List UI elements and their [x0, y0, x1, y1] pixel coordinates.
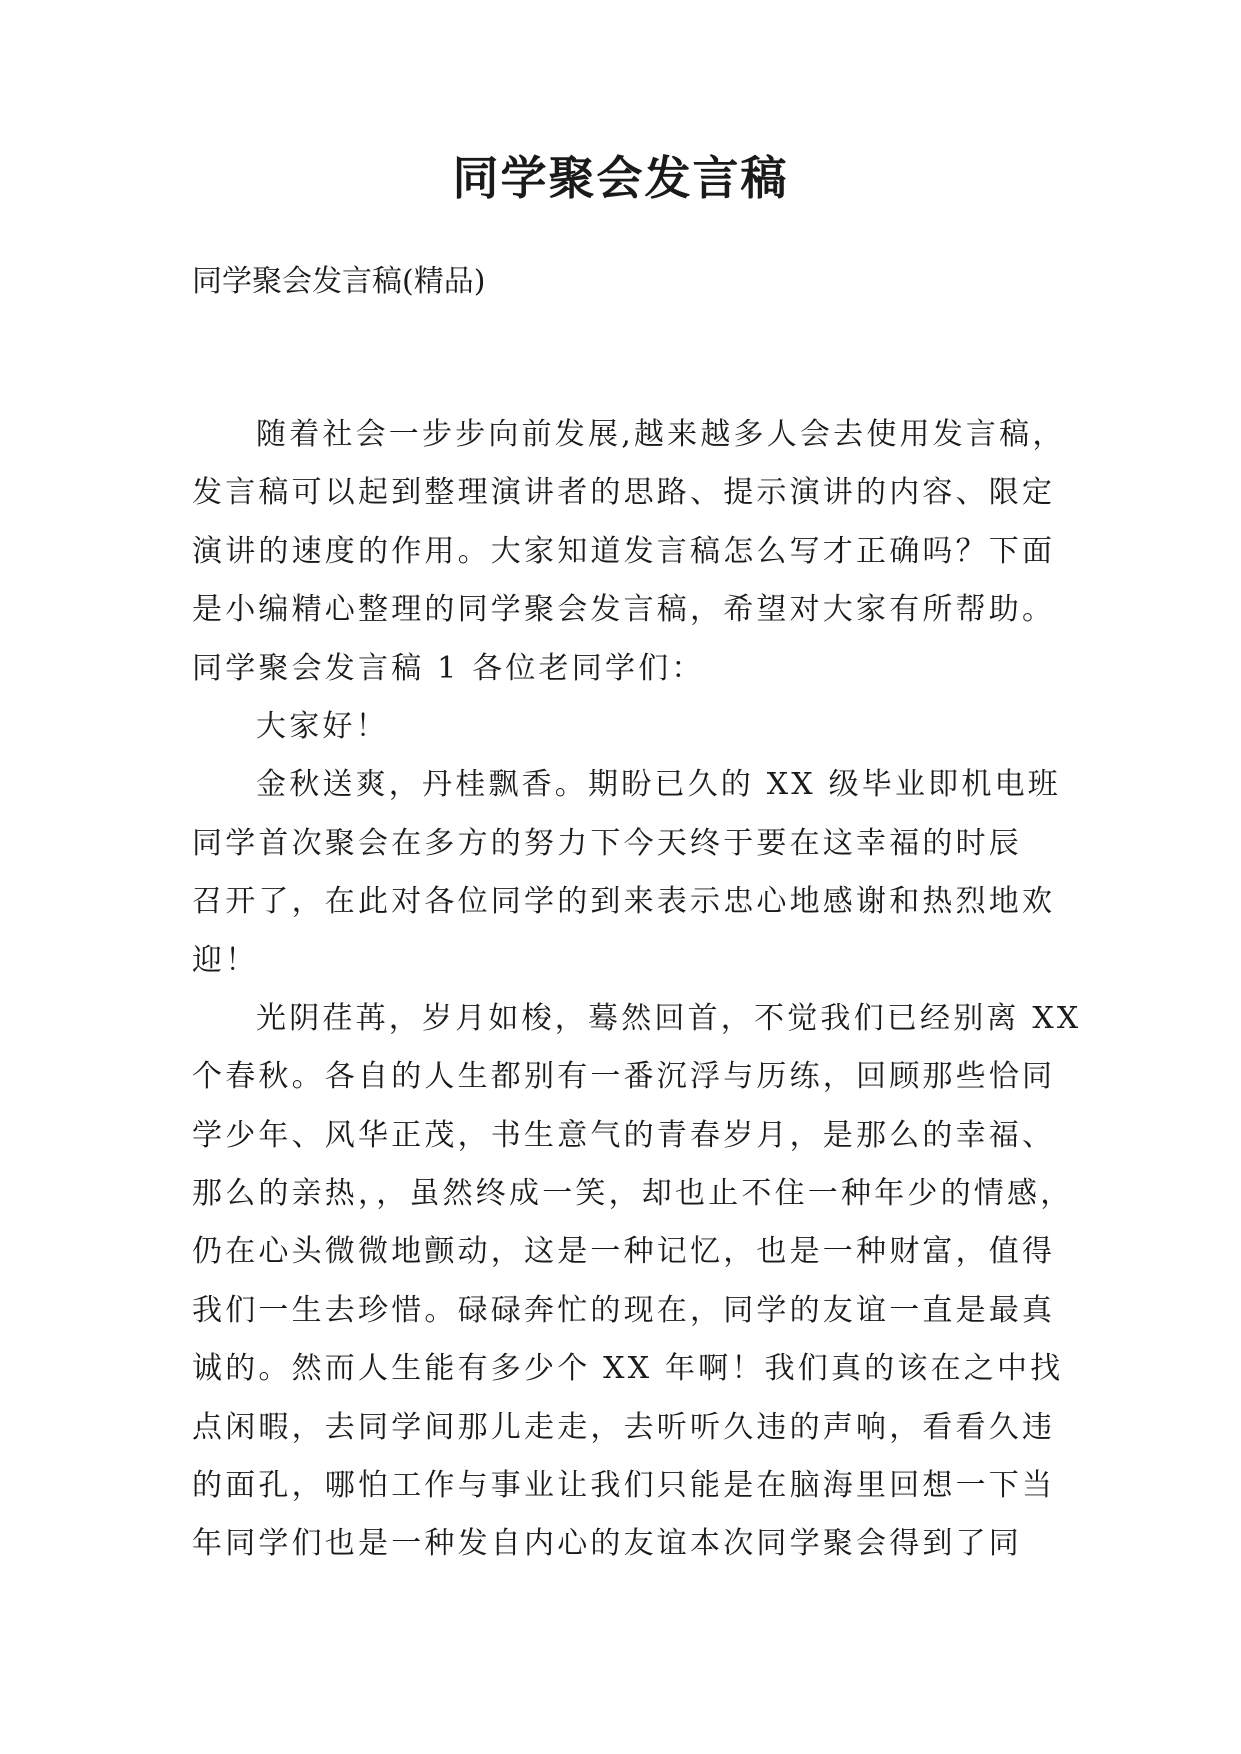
- paragraph-line: 召开了，在此对各位同学的到来表示忠心地感谢和热烈地欢: [192, 884, 1056, 920]
- paragraph-line: 是小编精心整理的同学聚会发言稿，希望对大家有所帮助。: [192, 592, 1056, 628]
- paragraph-line: 我们一生去珍惜。碌碌奔忙的现在，同学的友谊一直是最真: [192, 1292, 1056, 1328]
- document-subtitle: 同学聚会发言稿(精品): [192, 264, 486, 299]
- paragraph-line: 那么的亲热，，虽然终成一笑，却也止不住一种年少的情感，: [192, 1176, 1074, 1212]
- paragraph-line: 学少年、风华正茂，书生意气的青春岁月，是那么的幸福、: [192, 1117, 1056, 1153]
- paragraph-line: 诚的。然而人生能有多少个 XX 年啊！我们真的该在之中找: [192, 1351, 1064, 1387]
- paragraph-line: 仍在心头微微地颤动，这是一种记忆，也是一种财富，值得: [192, 1234, 1056, 1270]
- paragraph-line: 发言稿可以起到整理演讲者的思路、提示演讲的内容、限定: [192, 475, 1056, 511]
- paragraph-line: 的面孔，哪怕工作与事业让我们只能是在脑海里回想一下当: [192, 1468, 1056, 1504]
- paragraph-line: 大家好！: [256, 708, 389, 744]
- paragraph-line: 演讲的速度的作用。大家知道发言稿怎么写才正确吗？下面: [192, 533, 1056, 569]
- paragraph-line: 同学聚会发言稿 1 各位老同学们：: [192, 650, 705, 686]
- document-title: 同学聚会发言稿: [452, 151, 789, 205]
- paragraph-line: 年同学们也是一种发自内心的友谊本次同学聚会得到了同: [192, 1526, 1022, 1562]
- paragraph-line: 光阴荏苒，岁月如梭，蓦然回首，不觉我们已经别离 XX: [256, 1000, 1082, 1036]
- paragraph-line: 点闲暇，去同学间那儿走走，去听听久违的声响，看看久违: [192, 1409, 1056, 1445]
- paragraph-line: 同学首次聚会在多方的努力下今天终于要在这幸福的时辰: [192, 825, 1022, 861]
- paragraph-line: 金秋送爽，丹桂飘香。期盼已久的 XX 级毕业即机电班: [256, 767, 1061, 803]
- paragraph-line: 随着社会一步步向前发展,越来越多人会去使用发言稿，: [256, 417, 1066, 452]
- paragraph-line: 个春秋。各自的人生都别有一番沉浮与历练，回顾那些恰同: [192, 1059, 1056, 1095]
- document-body: [192, 406, 1082, 1574]
- paragraph-line: 迎！: [192, 942, 259, 978]
